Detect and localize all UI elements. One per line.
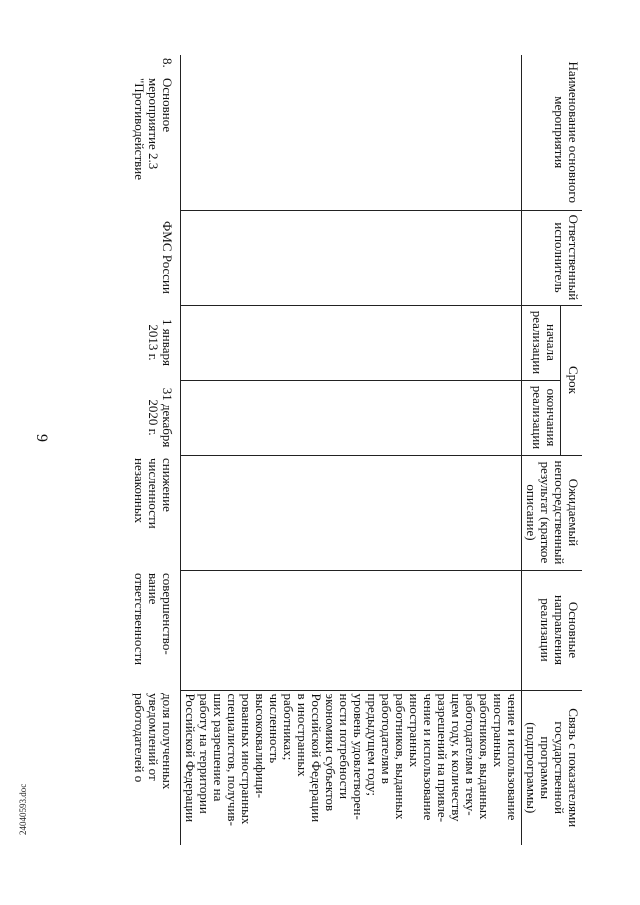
row-executor: ФМС России xyxy=(160,221,175,294)
row-end: 31 декабря 2020 г. xyxy=(146,387,175,448)
events-table xyxy=(130,55,582,845)
table-row-8 xyxy=(130,55,181,845)
row-name: Основное мероприятие 2.3 "Противодействие xyxy=(132,78,175,180)
header-name: Наименование основного мероприятия xyxy=(522,55,583,210)
header-term-start: начала реализации xyxy=(522,305,561,380)
row-link: доля полученных уведомлений от работодателей о xyxy=(132,693,175,790)
row-start: 1 января 2013 г. xyxy=(146,319,175,366)
rotated-table-page xyxy=(82,55,582,845)
row-result: снижение численности незаконных xyxy=(132,458,175,529)
row-directions: совершенство- вание ответственности xyxy=(132,573,175,666)
header-term: Срок xyxy=(560,305,582,455)
document-id: 24040593.doc xyxy=(18,783,28,835)
header-term-end: окончания реализации xyxy=(522,380,561,455)
header-executor: Ответственный исполнитель xyxy=(522,210,583,305)
continuation-link-cell: чение и использование иностранных работников, выданных работодателям в теку- щем году, к количеству разрешений на привле- чение и использование иностранных работников, выданных работодателям в предыдущем году; уровень удовлетворен- ности потребности экономики субъектов Российской Федерации в иностранных работниках; численность высококвалифици- рованных иностранных специалистов, получив- ших разрешение на работу на территории Российской Федерации xyxy=(181,690,522,845)
header-link: Связь с показателями государственной программы (подпрограммы) xyxy=(522,690,583,845)
page-number: 9 xyxy=(33,434,50,442)
header-result: Ожидаемый непосредственный результат (краткое описание) xyxy=(522,455,583,570)
header-directions: Основные направления реализации xyxy=(522,570,583,690)
table-row-continuation xyxy=(181,55,522,845)
row-number: 8. xyxy=(160,58,175,68)
